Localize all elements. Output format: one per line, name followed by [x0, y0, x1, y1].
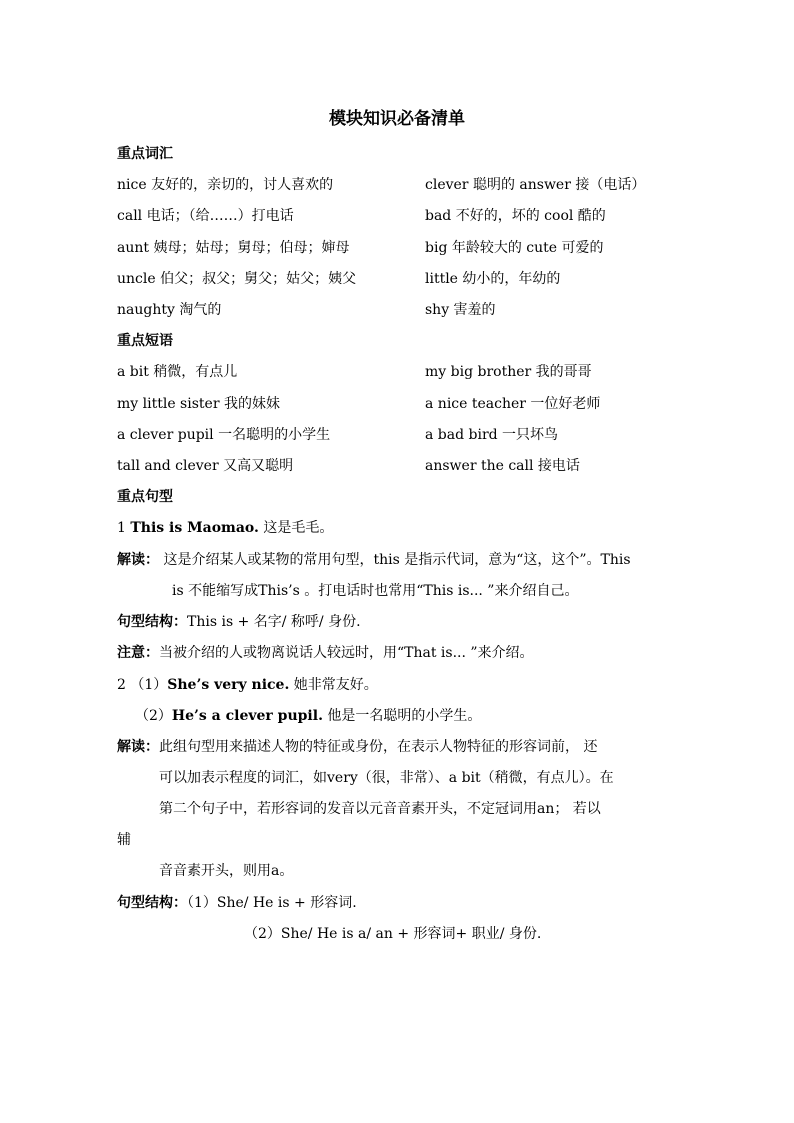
vocab-row — [0, 206, 794, 226]
vocab-item: naughty 淘气的 — [117, 302, 222, 318]
sentence-2-1 — [117, 675, 378, 695]
phrase-item: a clever pupil 一名聪明的小学生 — [117, 427, 331, 443]
phrase-item: tall and clever 又高又聪明 — [117, 458, 294, 474]
sentence-english: She’s very nice. — [167, 677, 290, 693]
structure-line — [117, 612, 361, 632]
sentence-number: 1 — [117, 520, 126, 536]
explain-line: 音音素开头，则用a。 — [159, 863, 294, 879]
vocab-item: aunt 姨母；姑母；舅母；伯母；婶母 — [117, 240, 350, 256]
vocab-item: little 幼小的，年幼的 — [425, 271, 561, 287]
explain-line — [117, 737, 597, 757]
explain-text: 这是介绍某人或某物的常用句型，this 是指示代词，意为“这，这个”。This — [163, 552, 631, 568]
explain-line: is 不能缩写成This’s 。打电话时也常用“This is... ”来介绍自己。 — [172, 583, 579, 599]
sentence-heading: 重点句型 — [117, 489, 173, 505]
page-title: 模块知识必备清单 — [329, 109, 465, 129]
structure-label: 句型结构： — [117, 614, 187, 630]
explain-line — [117, 550, 631, 570]
sentence-number: （2） — [135, 708, 172, 724]
vocab-item: shy 害羞的 — [425, 302, 496, 318]
sentence-chinese: 她非常友好。 — [293, 677, 378, 693]
phrase-row — [0, 394, 794, 414]
vocab-heading: 重点词汇 — [117, 146, 173, 162]
vocab-item: bad 不好的，坏的 cool 酷的 — [425, 208, 606, 224]
structure-line: （2）She/ He is a/ an + 形容词+ 职业/ 身份. — [244, 926, 542, 942]
vocab-item: big 年龄较大的 cute 可爱的 — [425, 240, 604, 256]
phrase-row — [0, 362, 794, 382]
structure-label: 句型结构： — [117, 895, 187, 911]
structure-text: This is + 名字/ 称呼/ 身份. — [187, 614, 361, 630]
explain-line: 辅 — [117, 832, 131, 848]
sentence-1 — [117, 518, 333, 538]
explain-line: 可以加表示程度的词汇，如very（很，非常）、a bit（稍微，有点儿）。在 — [159, 770, 614, 786]
sentence-number: 2 （1） — [117, 677, 168, 693]
vocab-item: nice 友好的，亲切的，讨人喜欢的 — [117, 177, 334, 193]
vocab-item: clever 聪明的 answer 接（电话） — [425, 177, 646, 193]
explain-label: 解读： — [117, 552, 159, 568]
sentence-2-2 — [135, 706, 481, 726]
sentence-english: He’s a clever pupil. — [171, 708, 323, 724]
vocab-item: uncle 伯父；叔父；舅父；姑父；姨父 — [117, 271, 357, 287]
vocab-row — [0, 300, 794, 320]
explain-label: 解读： — [117, 739, 159, 755]
phrase-item: answer the call 接电话 — [425, 458, 580, 474]
phrase-item: a bit 稍微，有点儿 — [117, 364, 238, 380]
sentence-english: This is Maomao. — [130, 520, 259, 536]
vocab-row — [0, 238, 794, 258]
note-text: 当被介绍的人或物离说话人较远时，用“That is... ”来介绍。 — [159, 645, 534, 661]
structure-text: （1）She/ He is + 形容词. — [187, 895, 357, 911]
sentence-chinese: 这是毛毛。 — [263, 520, 334, 536]
vocab-row — [0, 269, 794, 289]
structure-line — [117, 893, 357, 913]
explain-line: 第二个句子中，若形容词的发音以元音音素开头，不定冠词用an； 若以 — [159, 801, 601, 817]
vocab-row — [0, 175, 794, 195]
phrase-row — [0, 425, 794, 445]
phrase-row — [0, 456, 794, 476]
note-label: 注意： — [117, 645, 159, 661]
phrase-item: my little sister 我的妹妹 — [117, 396, 280, 412]
sentence-chinese: 他是一名聪明的小学生。 — [327, 708, 482, 724]
phrase-item: my big brother 我的哥哥 — [425, 364, 592, 380]
phrase-item: a bad bird 一只坏鸟 — [425, 427, 559, 443]
phrase-item: a nice teacher 一位好老师 — [425, 396, 601, 412]
explain-text: 此组句型用来描述人物的特征或身份，在表示人物特征的形容词前， 还 — [159, 739, 598, 755]
vocab-item: call 电话；（给……）打电话 — [117, 208, 294, 224]
phrase-heading: 重点短语 — [117, 333, 173, 349]
note-line — [117, 643, 534, 663]
